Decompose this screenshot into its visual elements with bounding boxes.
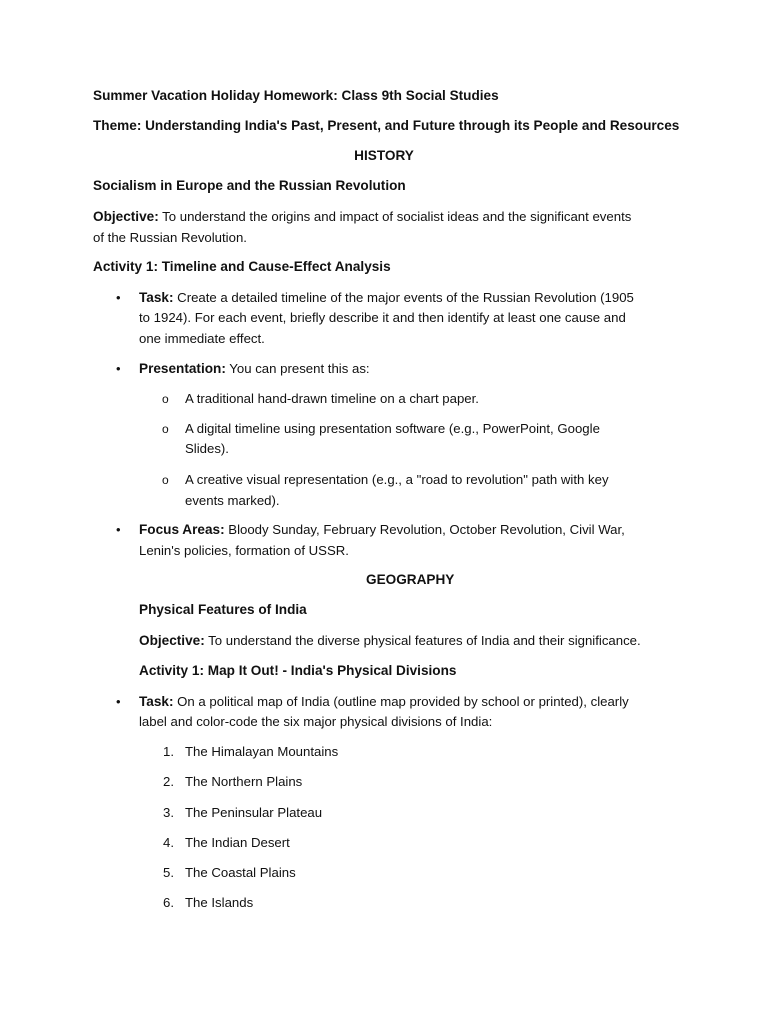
- history-task-cont-2: one immediate effect.: [139, 331, 265, 346]
- history-task-text: Create a detailed timeline of the major events of the Russian Revolution (1905: [173, 290, 634, 305]
- history-objective: [93, 207, 631, 227]
- history-objective-cont: of the Russian Revolution.: [93, 230, 247, 245]
- division-number: 5.: [163, 865, 174, 880]
- division-number: 2.: [163, 774, 174, 789]
- presentation-option-2-cont: Slides).: [185, 441, 229, 456]
- history-topic: Socialism in Europe and the Russian Revolution: [93, 178, 406, 193]
- geography-task-label: Task:: [139, 694, 174, 709]
- history-task-cont-1: to 1924). For each event, briefly describe it and then identify at least one cause and: [139, 310, 626, 325]
- history-task: [139, 288, 634, 308]
- division-item: The Islands: [185, 895, 254, 910]
- geography-activity-title: Activity 1: Map It Out! - India's Physical Divisions: [139, 663, 457, 678]
- division-item: The Peninsular Plateau: [185, 805, 323, 820]
- history-presentation-text: You can present this as:: [225, 361, 370, 376]
- history-objective-label: Objective:: [93, 209, 159, 224]
- sub-bullet-3: o: [162, 473, 169, 487]
- division-number: 6.: [163, 895, 174, 910]
- history-focus-label: Focus Areas:: [139, 522, 225, 537]
- geography-objective-label: Objective:: [139, 633, 205, 648]
- history-focus: [139, 520, 625, 540]
- division-number: 4.: [163, 835, 174, 850]
- history-activity-title: Activity 1: Timeline and Cause-Effect Analysis: [93, 259, 391, 274]
- division-item: The Indian Desert: [185, 835, 290, 850]
- geography-task-text: On a political map of India (outline map provided by school or printed), clearly: [173, 694, 629, 709]
- geography-task: [139, 692, 629, 712]
- bullet-geo-task: •: [116, 694, 121, 709]
- geography-task-cont: label and color-code the six major physical divisions of India:: [139, 714, 493, 729]
- document-title: Summer Vacation Holiday Homework: Class 9th Social Studies: [93, 88, 499, 103]
- history-objective-text: To understand the origins and impact of socialist ideas and the significant events: [158, 209, 632, 224]
- geography-objective-text: To understand the diverse physical features of India and their significance.: [204, 633, 641, 648]
- presentation-option-1: A traditional hand-drawn timeline on a chart paper.: [185, 391, 479, 406]
- division-item: The Himalayan Mountains: [185, 744, 339, 759]
- bullet-presentation: •: [116, 361, 121, 376]
- division-item: The Coastal Plains: [185, 865, 296, 880]
- history-presentation-label: Presentation:: [139, 361, 226, 376]
- history-task-label: Task:: [139, 290, 174, 305]
- history-focus-text: Bloody Sunday, February Revolution, October Revolution, Civil War,: [224, 522, 625, 537]
- bullet-focus: •: [116, 522, 121, 537]
- geography-topic: Physical Features of India: [139, 602, 307, 617]
- division-item: The Northern Plains: [185, 774, 303, 789]
- history-heading: HISTORY: [354, 148, 414, 163]
- geography-heading: GEOGRAPHY: [366, 572, 455, 587]
- bullet-task: •: [116, 290, 121, 305]
- presentation-option-3: A creative visual representation (e.g., a "road to revolution" path with key: [185, 472, 609, 487]
- history-presentation: [139, 359, 370, 379]
- division-number: 1.: [163, 744, 174, 759]
- geography-objective: [139, 631, 641, 651]
- presentation-option-2: A digital timeline using presentation software (e.g., PowerPoint, Google: [185, 421, 600, 436]
- division-number: 3.: [163, 805, 174, 820]
- history-focus-cont: Lenin's policies, formation of USSR.: [139, 543, 349, 558]
- sub-bullet-2: o: [162, 422, 169, 436]
- document-theme: Theme: Understanding India's Past, Present, and Future through its People and Resources: [93, 118, 680, 133]
- sub-bullet-1: o: [162, 392, 169, 406]
- presentation-option-3-cont: events marked).: [185, 493, 280, 508]
